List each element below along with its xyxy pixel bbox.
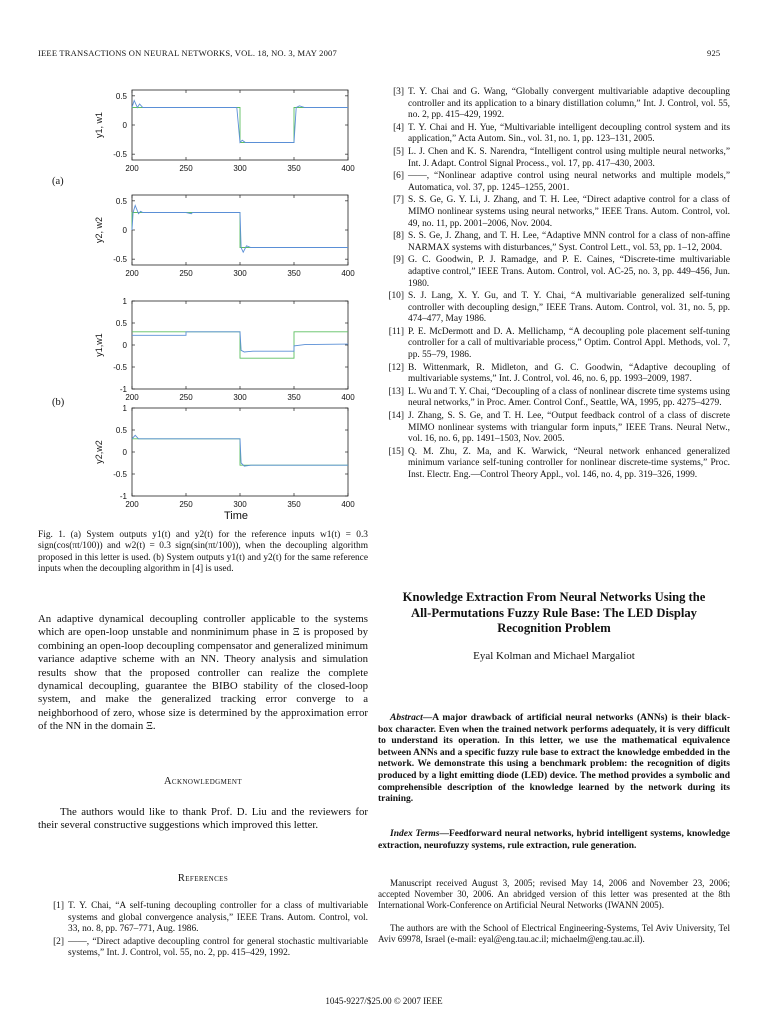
y-axis-label: y2,w2 — [94, 440, 104, 464]
chart-a-top — [94, 90, 355, 173]
y-axis-label: y1,w1 — [94, 333, 104, 357]
figure-1 — [38, 78, 368, 528]
reference-item — [378, 447, 730, 482]
y-tick-label: 1 — [122, 297, 127, 306]
x-tick-label: 400 — [341, 393, 355, 402]
copyright-footer: 1045-9227/$25.00 © 2007 IEEE — [325, 996, 443, 1006]
reference-number: [9] — [393, 255, 404, 266]
article-title-line: All-Permutations Fuzzy Rule Base: The LED Display — [411, 605, 697, 620]
reference-number: [4] — [393, 122, 404, 133]
reference-text: S. S. Ge, G. Y. Li, J. Zhang, and T. H. Lee, “Direct adaptive control for a class of MIMO nonlinear systems using neural networks,” IEEE Trans. Autom. Control, vol. 49, no. 11, pp. 2001–2006, Nov. 2004. — [408, 195, 730, 229]
reference-text: S. J. Lang, X. Y. Gu, and T. Y. Chai, “A multivariable generalized self-tuning controller with decoupling design,” IEEE Trans. Autom. Control, vol. 31, no. 5, pp. 474–477, May 1986. — [408, 291, 730, 325]
y-axis-label: y1, w1 — [94, 111, 104, 139]
reference-text: J. Zhang, S. S. Ge, and T. H. Lee, “Output feedback control of a class of discrete MIMO nonlinear systems with triangular form inputs,” IEEE Trans. Neural Netw., vol. 16, no. 6, pp. 1491–1503, Nov. 2005. — [408, 411, 730, 445]
x-tick-label: 250 — [179, 393, 193, 402]
y-tick-label: -0.5 — [113, 150, 127, 160]
reference-number: [8] — [393, 231, 404, 242]
figure-caption: Fig. 1. (a) System outputs y1(t) and y2(t) for the reference inputs w1(t) = 0.3 sign(cos(πt/100)) and w2(t) = 0.3 sign(sin(πt/100)), when the decoupling algorithm proposed in this letter is used. (b) System outputs y1(t) and y2(t) for the same reference inputs when the decoupling algorithm in [4] is used. — [38, 530, 368, 574]
reference-item — [378, 363, 730, 386]
y-tick-label: 0.5 — [115, 319, 127, 328]
y-tick-label: 0 — [122, 448, 127, 457]
reference-item — [378, 291, 730, 326]
panel-label-a: (a) — [52, 176, 64, 187]
x-tick-label: 200 — [125, 393, 139, 402]
reference-item — [378, 171, 730, 194]
reference-text: B. Wittenmark, R. Midleton, and G. C. Goodwin, “Adaptive decoupling of multivariable systems,” Int. J. Control, vol. 46, no. 6, pp. 1993–2009, 1987. — [408, 362, 730, 385]
reference-text: Q. M. Zhu, Z. Ma, and K. Warwick, “Neural network enhanced generalized minimum variance self-tuning controller for nonlinear discrete-time systems,” Proc. Inst. Electr. Eng.—Control Theory Appl., vol. 146, no. 4, pp. 319–326, 1999. — [408, 446, 730, 480]
reference-number: [6] — [393, 171, 404, 182]
y-tick-label: -1 — [119, 492, 127, 501]
reference-item — [378, 411, 730, 446]
abstract-text: —A major drawback of artificial neural networks (ANNs) is their black-box character. Even when the trained network performs adequately, it is very difficult to understand its operation. In this letter, we use the mathematical equivalence between ANNs and a specific fuzzy rule base to extract the knowledge embedded in the network. We demonstrate this using a benchmark problem: the recognition of digits produced by a light emitting diode (LED) device. The method provides a symbolic and comprehensible description of the knowledge learned by the network during its training. — [378, 713, 730, 805]
y-tick-label: 0 — [122, 341, 127, 350]
x-tick-label: 200 — [125, 500, 139, 509]
reference-item — [378, 255, 730, 290]
reference-number: [2] — [53, 936, 64, 947]
panel-label-b: (b) — [52, 397, 65, 408]
y-tick-label: -0.5 — [113, 363, 127, 372]
index-terms-label: Index Terms — [390, 829, 440, 839]
reference-number: [11] — [388, 326, 404, 337]
reference-text: T. Y. Chai and G. Wang, “Globally convergent multivariable adaptive decoupling controller and its application to a binary distillation column,” Int. J. Control, vol. 55, no. 2, pp. 415–429, 1992. — [408, 87, 730, 121]
abstract — [378, 713, 730, 806]
page-number: 925 — [707, 48, 721, 58]
reference-number: [7] — [393, 195, 404, 206]
y-tick-label: -1 — [119, 385, 127, 394]
x-tick-label: 250 — [179, 500, 193, 509]
x-tick-label: 400 — [341, 269, 355, 278]
article-authors: Eyal Kolman and Michael Margaliot — [473, 650, 635, 662]
reference-number: [1] — [53, 901, 64, 911]
x-tick-label: 250 — [179, 269, 193, 278]
acknowledgment-heading: Acknowledgment — [163, 776, 243, 787]
reference-item — [378, 327, 730, 362]
y-tick-label: -0.5 — [113, 470, 127, 479]
x-axis-label: Time — [223, 510, 249, 522]
y-tick-label: 1 — [122, 404, 127, 413]
article-title — [378, 590, 730, 637]
chart-a-bottom — [94, 195, 355, 278]
reference-text: L. Wu and T. Y. Chai, “Decoupling of a class of nonlinear discrete time systems using neural networks,” in Proc. Amer. Control Conf., Seattle, WA, 1995, pp. 4275–4279. — [408, 386, 730, 409]
x-tick-label: 350 — [287, 164, 301, 173]
reference-number: [13] — [388, 386, 404, 397]
reference-item — [378, 87, 730, 122]
acknowledgment-text: The authors would like to thank Prof. D. Liu and the reviewers for their several constructive suggestions which improved this letter. — [38, 806, 368, 832]
y-tick-label: 0.5 — [115, 426, 127, 435]
chart-b-top — [94, 297, 355, 402]
reference-item — [378, 231, 730, 254]
reference-item — [38, 937, 368, 960]
article-title-line: Knowledge Extraction From Neural Networks Using the — [402, 590, 706, 604]
y-tick-label: 0.5 — [115, 91, 127, 101]
conclusion-paragraph: An adaptive dynamical decoupling controller applicable to the systems which are open-loop unstable and nonminimum phase in Ξ is proposed by combining an open-loop decoupling compensator and generalized minimum variance adaptive scheme with an NN. Theory analysis and simulation results show that the proposed controller can realize the complete dynamical decoupling, guarantee the BIBO stability of the closed-loop system, and make the generalized tracking error converge to a neighborhood of zero, whose size is determined by the approximation error of the NN in the domain Ξ. — [38, 613, 368, 733]
reference-item — [378, 387, 730, 410]
x-tick-label: 250 — [179, 164, 193, 173]
reference-text: P. E. McDermott and D. A. Mellichamp, “A decoupling pole placement self-tuning controller for a call of multivariable process,” Optim. Control Appl. Methods, vol. 7, pp. 55–79, 1986. — [408, 326, 730, 361]
reference-text: T. Y. Chai, “A self-tuning decoupling controller for a class of multivariable systems and global convergence analysis,” IEEE Trans. Autom. Control, vol. 33, no. 8, pp. 767–771, Aug. 1986. — [68, 901, 368, 935]
reference-number: [14] — [388, 411, 404, 422]
reference-text: ——, “Direct adaptive decoupling control for general stochastic multivariable systems,” Int. J. Control, vol. 55, no. 2, pp. 415–429, 1992. — [68, 936, 368, 959]
reference-number: [15] — [388, 446, 404, 457]
reference-number: [12] — [388, 362, 404, 373]
references-heading: References — [177, 873, 229, 884]
journal-header: IEEE TRANSACTIONS ON NEURAL NETWORKS, VOL. 18, NO. 3, MAY 2007 — [38, 48, 337, 58]
x-tick-label: 350 — [287, 500, 301, 509]
references-list-left — [38, 901, 368, 961]
article-title-line: Recognition Problem — [497, 621, 611, 636]
reference-number: [5] — [393, 146, 404, 157]
reference-number: [3] — [393, 87, 404, 97]
x-tick-label: 300 — [233, 164, 247, 173]
reference-item — [378, 195, 730, 230]
reference-number: [10] — [388, 291, 404, 302]
reference-text: ——, “Nonlinear adaptive control using neural networks and multiple models,” Automatica, vol. 37, pp. 1245–1255, 2001. — [408, 171, 730, 193]
x-tick-label: 350 — [287, 269, 301, 278]
x-tick-label: 300 — [233, 393, 247, 402]
reference-text: T. Y. Chai and H. Yue, “Multivariable intelligent decoupling control system and its application,” Acta Autom. Sin., vol. 31, no. 1, pp. 123–131, 2005. — [408, 122, 730, 145]
x-tick-label: 400 — [341, 164, 355, 173]
index-terms-text: —Feedforward neural networks, hybrid intelligent systems, knowledge extraction, neurofuzzy systems, rule extraction, rule generation. — [378, 829, 730, 851]
y-tick-label: 0 — [122, 226, 127, 235]
y-tick-label: 0.5 — [115, 196, 127, 206]
y-tick-label: -0.5 — [113, 255, 127, 265]
chart-b-bottom — [94, 404, 355, 509]
reference-item — [38, 901, 368, 936]
x-tick-label: 400 — [341, 500, 355, 509]
footnote-affiliation: The authors are with the School of Electrical Engineering-Systems, Tel Aviv University, Tel Aviv 69978, Israel (e-mail: eyal@eng.tau.ac.il; michaelm@eng.tau.ac.il). — [378, 923, 730, 945]
footnote-manuscript: Manuscript received August 3, 2005; revised May 14, 2006 and November 23, 2006; accepted November 30, 2006. An abridged version of this letter was presented at the 8th International Work-Conference on Artificial Neural Networks (IWANN 2005). — [378, 878, 730, 911]
abstract-label: Abstract — [390, 713, 423, 723]
y-tick-label: 0 — [122, 121, 127, 130]
x-tick-label: 200 — [125, 269, 139, 278]
y-axis-label: y2, w2 — [94, 216, 104, 244]
series-line — [132, 108, 348, 143]
x-tick-label: 300 — [233, 500, 247, 509]
x-tick-label: 350 — [287, 393, 301, 402]
reference-text: L. J. Chen and K. S. Narendra, “Intelligent control using multiple neural networks,” Int. J. Adapt. Control Signal Process., vol. 17, pp. 417–430, 2003. — [408, 146, 730, 169]
reference-text: G. C. Goodwin, P. J. Ramadge, and P. E. Caines, “Discrete-time multivariable adaptive control,” IEEE Trans. Autom. Control, vol. AC-25, no. 3, pp. 449–456, Jun. 1980. — [408, 255, 730, 289]
references-list-right — [378, 87, 730, 483]
index-terms — [378, 829, 730, 852]
x-tick-label: 300 — [233, 269, 247, 278]
reference-text: S. S. Ge, J. Zhang, and T. H. Lee, “Adaptive MNN control for a class of non-affine NARMAX systems with disturbances,” Syst. Control Lett., vol. 53, pp. 1–12, 2004. — [408, 231, 730, 253]
x-tick-label: 200 — [125, 164, 139, 173]
reference-item — [378, 147, 730, 170]
reference-item — [378, 123, 730, 146]
